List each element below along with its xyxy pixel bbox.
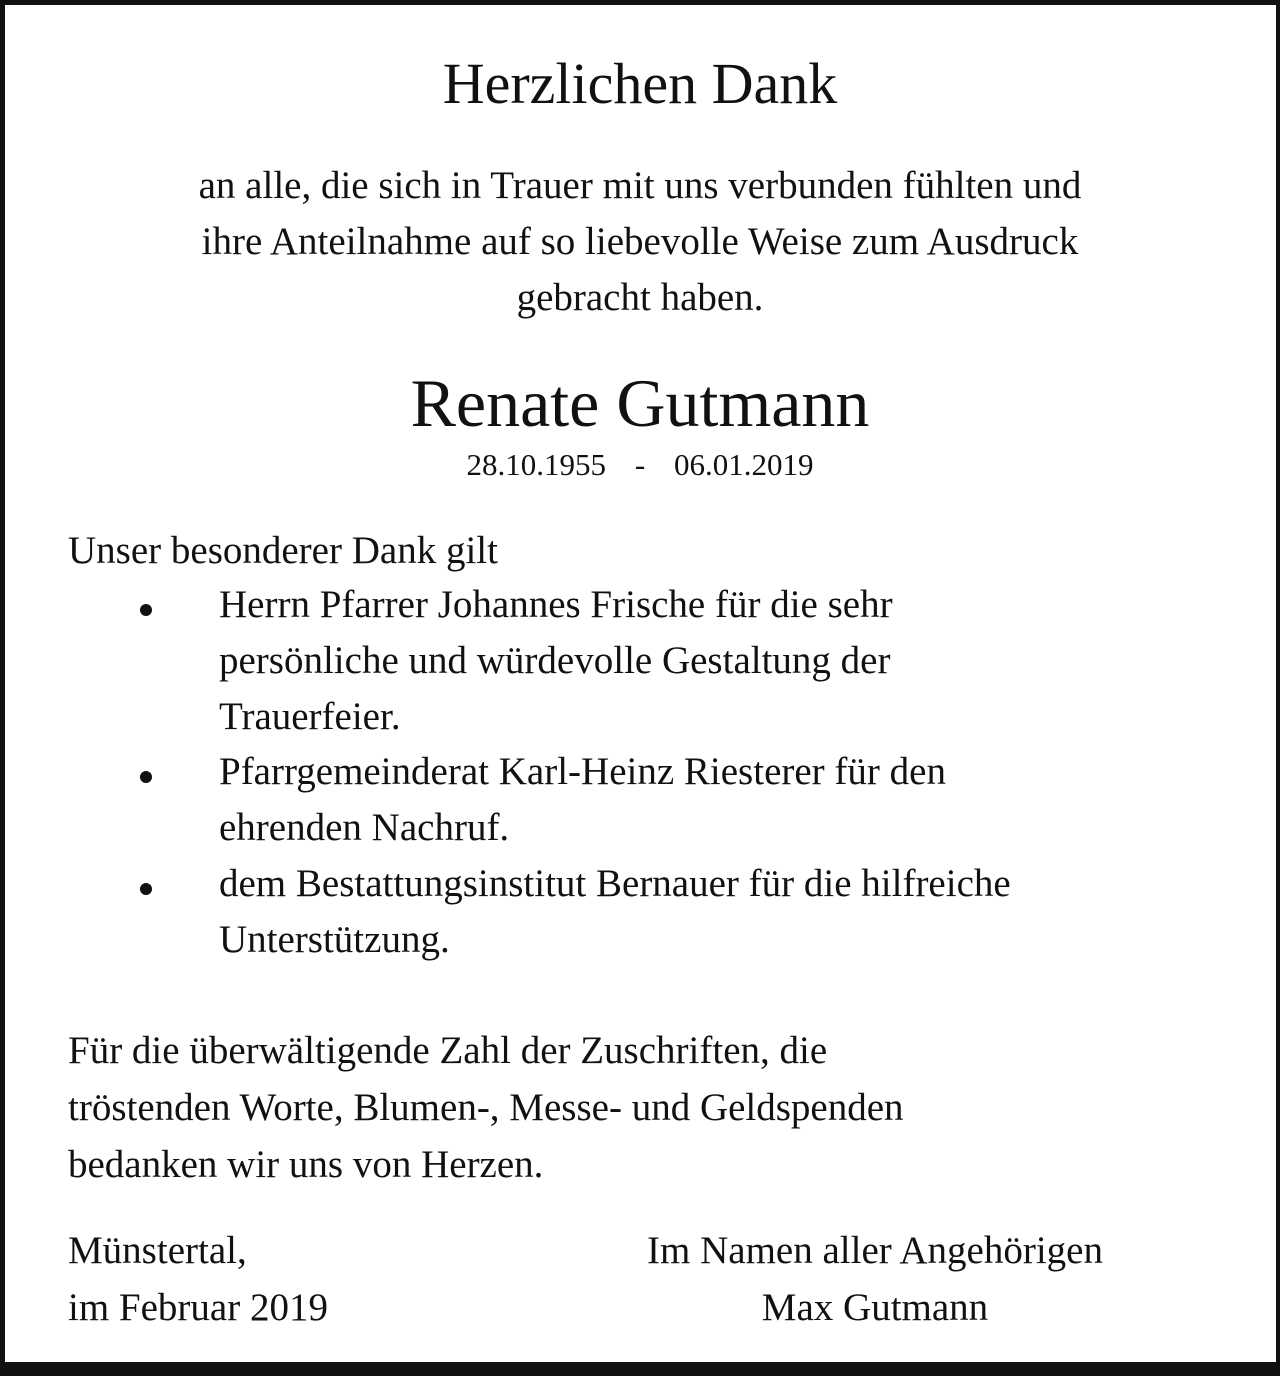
death-date: 06.01.2019 <box>674 447 814 482</box>
place-line: im Februar 2019 <box>68 1286 328 1329</box>
closing-line: tröstenden Worte, Blumen-, Messe- und Geldspenden <box>68 1086 904 1129</box>
birth-date: 28.10.1955 <box>466 447 606 482</box>
thanks-item-line: Herrn Pfarrer Johannes Frische für die sehr <box>219 583 893 626</box>
bullet-icon <box>140 771 152 783</box>
intro-line: ihre Anteilnahme auf so liebevolle Weise zum Ausdruck <box>201 220 1079 263</box>
life-dates <box>0 447 1280 483</box>
thanks-item <box>219 856 1011 968</box>
intro-line: an alle, die sich in Trauer mit uns verbunden fühlten und <box>198 164 1082 207</box>
signature-line: Max Gutmann <box>761 1286 989 1329</box>
closing-line: bedanken wir uns von Herzen. <box>68 1143 544 1186</box>
deceased-name: Renate Gutmann <box>410 365 870 441</box>
place-and-date <box>68 1222 328 1336</box>
closing-line: Für die überwältigende Zahl der Zuschriften, die <box>68 1029 828 1072</box>
thanks-item <box>219 577 893 745</box>
bullet-icon <box>140 604 152 616</box>
closing-text <box>68 1022 904 1193</box>
thanks-item-line: dem Bestattungsinstitut Bernauer für die hilfreiche <box>219 862 1011 905</box>
bullet-icon <box>140 883 152 895</box>
date-separator: - <box>634 447 646 482</box>
thanks-item-line: persönliche und würdevolle Gestaltung der <box>219 639 891 682</box>
thanks-item-line: Trauerfeier. <box>219 695 401 738</box>
thanks-item-line: Unterstützung. <box>219 918 450 961</box>
thanks-item <box>219 744 946 856</box>
signature <box>560 1222 1190 1336</box>
thanks-item-line: ehrenden Nachruf. <box>219 806 510 849</box>
intro-line: gebracht haben. <box>516 276 764 319</box>
thanks-lead: Unser besonderer Dank gilt <box>68 529 498 572</box>
signature-line: Im Namen aller Angehörigen <box>647 1229 1103 1272</box>
intro-text <box>0 158 1280 326</box>
thanks-item-line: Pfarrgemeinderat Karl-Heinz Riesterer für den <box>219 750 946 793</box>
place-line: Münstertal, <box>68 1229 247 1272</box>
notice-heading: Herzlichen Dank <box>442 51 838 116</box>
